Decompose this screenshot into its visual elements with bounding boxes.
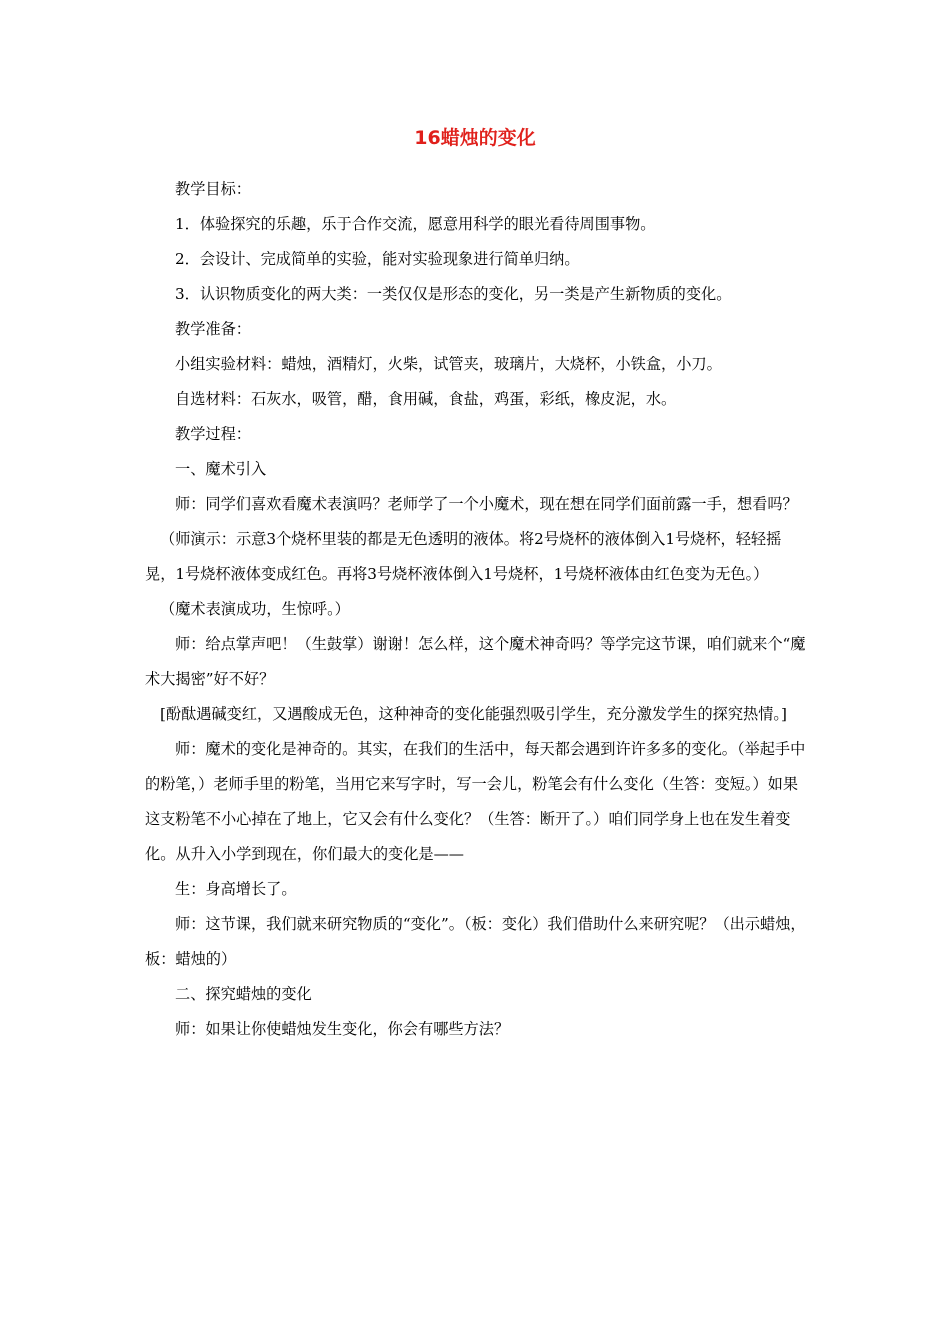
paragraph-teacher-chalk: 师：魔术的变化是神奇的。其实，在我们的生活中，每天都会遇到许许多多的变化。（举起手中的粉笔，）老师手里的粉笔，当用它来写字时，写一会儿，粉笔会有什么变化（生答：变短。）如果这支粉笔不小心掉在了地上，它又会有什么变化？（生答：断开了。）咱们同学身上也在发生着变化。从升入小学到现在，你们最大的变化是—— [145, 740, 806, 863]
paragraph-teacher-applause: 师：给点掌声吧！（生鼓掌）谢谢！怎么样，这个魔术神奇吗？等学完这节课，咱们就来个“魔术大揭密”好不好？ [145, 635, 806, 688]
paragraph-magic-success: （魔术表演成功，生惊呼。） [160, 600, 350, 618]
paragraph-teaching-goals-heading: 教学目标： [175, 180, 251, 198]
paragraph-goal-2: 2．会设计、完成简单的实验，能对实验现象进行简单归纳。 [175, 250, 580, 268]
paragraph-process-heading: 教学过程： [175, 425, 251, 443]
paragraph-section-2-heading: 二、探究蜡烛的变化 [175, 985, 312, 1003]
paragraph-teacher-lesson: 师：这节课，我们就来研究物质的“变化”。（板：变化）我们借助什么来研究呢？（出示蜡烛，板：蜡烛的） [145, 915, 806, 968]
paragraph-teacher-intro: 师：同学们喜欢看魔术表演吗？老师学了一个小魔术，现在想在同学们面前露一手，想看吗？ [175, 495, 798, 513]
paragraph-optional-materials: 自选材料：石灰水，吸管，醋，食用碱，食盐，鸡蛋，彩纸，橡皮泥，水。 [175, 390, 677, 408]
paragraph-phenolphthalein-note: [酚酞遇碱变红，又遇酸成无色，这种神奇的变化能强烈吸引学生，充分激发学生的探究热情。] [160, 705, 787, 723]
paragraph-goal-1: 1．体验探究的乐趣，乐于合作交流，愿意用科学的眼光看待周围事物。 [175, 215, 656, 233]
document-title: 16蜡烛的变化 [414, 127, 536, 149]
document-body [145, 172, 811, 1047]
paragraph-demonstration: （师演示：示意3个烧杯里装的都是无色透明的液体。将2号烧杯的液体倒入1号烧杯，轻轻摇晃，1号烧杯液体变成红色。再将3号烧杯液体倒入1号烧杯，1号烧杯液体由红色变为无色。） [145, 530, 782, 583]
paragraph-student-height: 生：身高增长了。 [175, 880, 297, 898]
paragraph-section-1-heading: 一、魔术引入 [175, 460, 267, 478]
paragraph-group-materials: 小组实验材料：蜡烛，酒精灯，火柴，试管夹，玻璃片，大烧杯，小铁盒，小刀。 [175, 355, 722, 373]
paragraph-preparation-heading: 教学准备： [175, 320, 251, 338]
paragraph-goal-3: 3．认识物质变化的两大类：一类仅仅是形态的变化，另一类是产生新物质的变化。 [175, 285, 732, 303]
paragraph-teacher-question: 师：如果让你使蜡烛发生变化，你会有哪些方法？ [175, 1020, 510, 1038]
